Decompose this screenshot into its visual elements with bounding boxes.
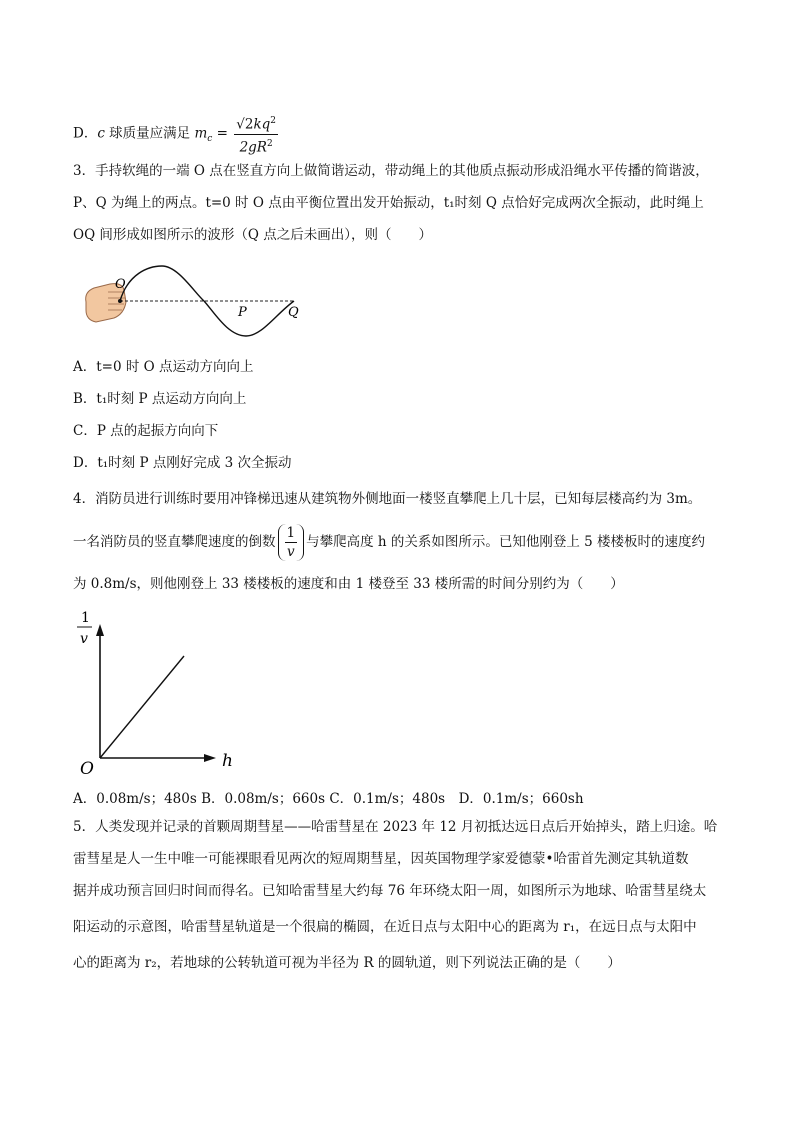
q3-option-c: C．P 点的起振方向向下: [73, 423, 219, 439]
graph-line: [100, 656, 184, 758]
label-q: Q: [288, 305, 299, 320]
question-4-options: A．0.08m/s；480s B．0.08m/s；660s C．0.1m/s；480s D．0.1m/s；660sh: [73, 791, 584, 807]
mass-formula-fraction: $\frac{√2kq^2}{2gR^2}$: [234, 112, 278, 156]
y-axis-label-num: 1: [81, 610, 90, 626]
label-p: P: [238, 305, 247, 320]
wave-figure: [80, 262, 310, 340]
question-5-stem: 5．人类发现并记录的首颗周期彗星——哈雷彗星在 2023 年 12 月初抵达远日点后开始掉头，踏上归途。哈 雷彗星是人一生中唯一可能裸眼看见两次的短周期彗星，因英国物理学家爱德蒙•哈雷首先测定其轨道数 据并成功预言回归时间而得名。已知哈雷彗星大约每 76 年环绕太阳一周，如图所示为地球、哈雷彗星绕太 阳运动的示意图，哈雷彗星轨道是一个很扁的椭圆，在近日点与太阳中心的距离为 r₁，在远日点与太阳中 心的距离为 r₂，若地球的公转轨道可视为半径为 R 的圆轨道，则下列说法正确的是（ ）: [73, 819, 718, 971]
y-axis-label-den: v: [80, 631, 88, 647]
question-4-stem: 4．消防员进行训练时要用冲锋梯迅速从建筑物外侧地面一楼竖直攀爬上几十层，已知每层楼高约为 3m。 一名消防员的竖直攀爬速度的倒数 $\frac{1}{v}$ 与攀爬高度 h 的关系如图所示。已知他刚登上 5 楼楼板时的速度约 为 0.8m/s，则他刚登上 33 楼楼板的速度和由 1 楼登至 33 楼所需的时间分别约为（ ）: [73, 491, 706, 592]
reciprocal-velocity-fraction: $\frac{1}{v}$: [278, 524, 305, 561]
origin-label: O: [80, 759, 94, 779]
q2-option-d: D．c 球质量应满足 $m_c$ = $\frac{√2kq^2}{2gR^2}$: [73, 112, 723, 156]
label-o: O: [115, 277, 126, 292]
q3-option-b: B．t₁时刻 P 点运动方向向上: [73, 391, 247, 407]
question-3-stem: 3．手持软绳的一端 O 点在竖直方向上做简谐运动，带动绳上的其他质点振动形成沿绳水平传播的简谐波， P、Q 为绳上的两点。t=0 时 O 点由平衡位置出发开始振动，t₁时刻 Q 点恰好完成两次全振动，此时绳上 OQ 间形成如图所示的波形（Q 点之后未画出），则（ ）: [73, 163, 709, 243]
q3-option-a: A．t=0 时 O 点运动方向向上: [73, 359, 254, 375]
question-3-options: [73, 354, 723, 476]
q3-option-d: D．t₁时刻 P 点刚好完成 3 次全振动: [73, 455, 292, 471]
x-axis-label: h: [222, 751, 233, 771]
inverse-velocity-height-graph: [70, 606, 250, 781]
